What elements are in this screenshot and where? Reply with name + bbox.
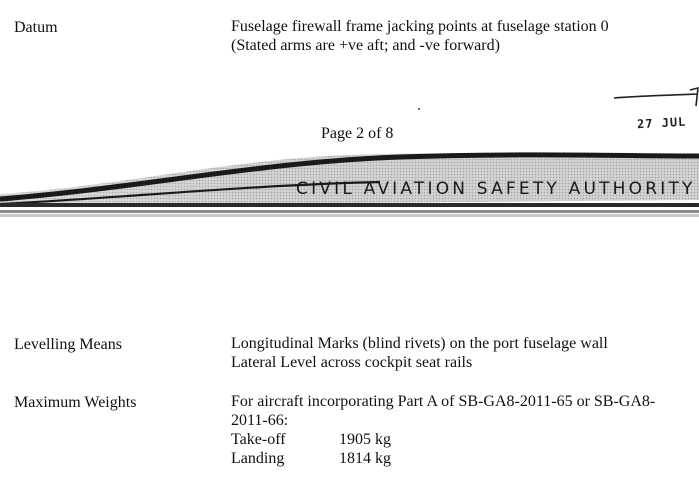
authority-name: CIVIL AVIATION SAFETY AUTHORITY — [296, 179, 696, 199]
speck-dot — [418, 108, 420, 110]
max-weights-label: Maximum Weights — [14, 394, 137, 411]
datum-line-2: (Stated arms are +ve aft; and -ve forward) — [231, 37, 500, 54]
levelling-line-2: Lateral Level across cockpit seat rails — [231, 354, 473, 371]
datum-label: Datum — [14, 19, 58, 36]
levelling-line-1: Longitudinal Marks (blind rivets) on the port fuselage wall — [231, 335, 608, 352]
weight-value: 1814 kg — [339, 450, 391, 467]
weight-name: Take-off — [231, 431, 286, 448]
weight-value: 1905 kg — [339, 431, 391, 448]
levelling-value — [231, 334, 608, 372]
weight-name: Landing — [231, 450, 285, 467]
max-weights-intro: For aircraft incorporating Part A of SB-GA8-2011-65 or SB-GA8-2011-66: — [231, 393, 656, 429]
weight-row-takeoff — [231, 430, 679, 449]
signature-stroke — [610, 84, 699, 112]
levelling-label: Levelling Means — [14, 336, 122, 353]
weight-row-landing — [231, 449, 679, 468]
max-weights-value — [231, 392, 679, 468]
handwritten-date: 27 JUL — [636, 114, 687, 132]
page-number: Page 2 of 8 — [321, 125, 394, 142]
datum-value — [231, 17, 609, 55]
datum-line-1: Fuselage firewall frame jacking points at fuselage station 0 — [231, 18, 609, 35]
